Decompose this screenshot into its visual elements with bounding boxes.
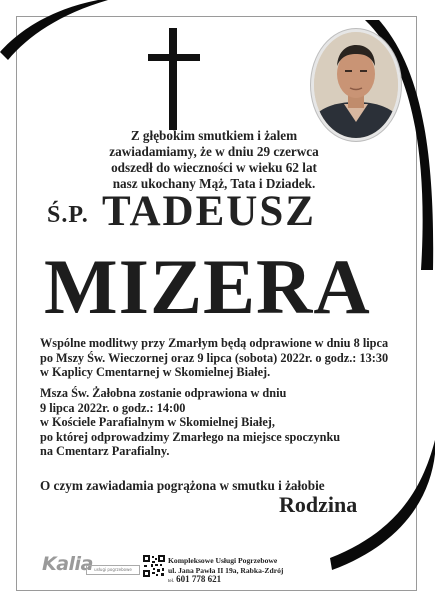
announcement-line: odszedł do wieczności w wieku 62 lat — [111, 160, 317, 175]
funeral-line: 9 lipca 2022r. o godz.: 14:00 — [40, 400, 186, 415]
cross-icon — [148, 28, 200, 130]
phone-label: tel. — [168, 579, 175, 584]
funeral-home-logo — [42, 553, 140, 583]
funeral-line: w Kościele Parafialnym w Skomielnej Białej, — [40, 415, 275, 429]
announcement-line: Z głębokim smutkiem i żalem — [130, 128, 298, 143]
funeral-home-info — [168, 556, 283, 587]
portrait-image — [314, 32, 398, 138]
prayers-line: Wspólne modlitwy przy Zmarłym będą odprawione w dniu 8 lipca — [40, 336, 389, 350]
logo-text: Kalia — [42, 553, 93, 575]
company-phone: 601 778 621 — [176, 574, 222, 584]
prayers-line: po Mszy Św. Wieczornej oraz 9 lipca (sobota) 2022r. o godz.: 13:30 — [40, 350, 389, 365]
company-name: Kompleksowe Usługi Pogrzebowe — [168, 556, 278, 565]
announcement-text — [64, 128, 364, 192]
last-name: MIZERA — [44, 243, 371, 330]
qr-code-icon — [143, 555, 165, 577]
announcement-line: nasz ukochany Mąż, Tata i Dziadek. — [112, 176, 316, 191]
announcement-line: zawiadamiamy, że w dniu 29 czerwca — [109, 144, 319, 159]
prayers-paragraph — [40, 336, 388, 380]
prayers-line: w Kaplicy Cmentarnej w Skomielnej Białej. — [40, 365, 271, 379]
first-name: TADEUSZ — [102, 188, 316, 235]
logo-subtitle: usługi pogrzebowe — [86, 565, 140, 575]
funeral-line: po której odprowadzimy Zmarłego na miejsce spoczynku — [40, 429, 341, 444]
funeral-paragraph — [40, 386, 340, 459]
company-phone-line — [168, 575, 283, 587]
funeral-line: Msza Św. Żałobna zostanie odprawiona w dniu — [40, 386, 287, 400]
closing-text: O czym zawiadamia pogrążona w smutku i żałobie — [40, 478, 325, 493]
mourning-ribbon-top-left — [0, 0, 110, 110]
company-address: ul. Jana Pawła II 19a, Rabka-Zdrój — [168, 565, 284, 575]
signature: Rodzina — [279, 492, 358, 517]
deceased-portrait — [311, 29, 401, 141]
funeral-line: na Cmentarz Parafialny. — [40, 444, 170, 458]
name-prefix: Ś.P. — [47, 202, 89, 228]
